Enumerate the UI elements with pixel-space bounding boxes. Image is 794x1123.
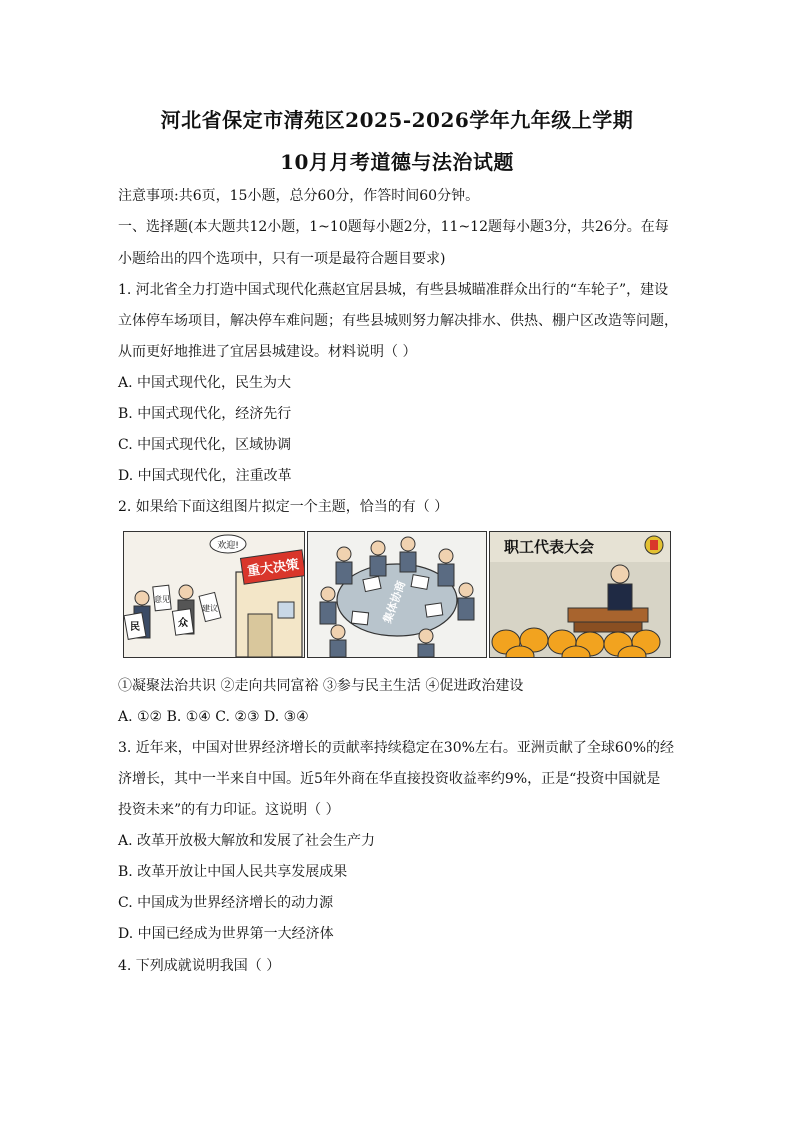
q2-figure-group xyxy=(123,531,671,658)
q2-statements: ①凝聚法治共识 ②走向共同富裕 ③参与民主生活 ④促进政治建设 xyxy=(118,678,524,694)
fig2-table-label: 集体协商 xyxy=(380,579,409,626)
q3-stem-line3: 投资未来”的有力印证。这说明（ ） xyxy=(118,802,340,818)
section1-instruction-line2: 小题给出的四个选项中，只有一项是最符合题目要求) xyxy=(118,251,446,267)
q1-option-b: B. 中国式现代化，经济先行 xyxy=(118,406,292,422)
section1-instruction-line1: 一、选择题(本大题共12小题，1~10题每小题2分，11~12题每小题3分，共26分。在每 xyxy=(118,219,669,235)
q3-option-c: C. 中国成为世界经济增长的动力源 xyxy=(118,895,334,911)
q3-option-a: A. 改革开放极大解放和发展了社会生产力 xyxy=(118,833,376,849)
q2-options: A. ①② B. ①④ C. ②③ D. ③④ xyxy=(118,709,309,725)
q2-stem: 2. 如果给下面这组图片拟定一个主题，恰当的有（ ） xyxy=(118,499,449,515)
q1-option-a: A. 中国式现代化，民生为大 xyxy=(118,375,292,391)
fig1-sign-text: 重大决策 xyxy=(246,557,301,580)
q1-option-c: C. 中国式现代化，区域协调 xyxy=(118,437,292,453)
q3-option-b: B. 改革开放让中国人民共享发展成果 xyxy=(118,864,348,880)
fig1-bubble-text: 欢迎! xyxy=(217,541,239,551)
fig3-banner: 职工代表大会 xyxy=(504,538,595,556)
q3-stem-line1: 3. 近年来，中国对世界经济增长的贡献率持续稳定在30%左右。亚洲贡献了全球60%的经 xyxy=(118,740,675,756)
q2-figure-1 xyxy=(123,531,305,658)
q2-figure-2 xyxy=(307,531,487,658)
q1-stem-line1: 1. 河北省全力打造中国式现代化燕赵宜居县城，有些县城瞄准群众出行的“车轮子”，建设 xyxy=(118,282,669,298)
q3-option-d: D. 中国已经成为世界第一大经济体 xyxy=(118,926,334,942)
q4-stem: 4. 下列成就说明我国（ ） xyxy=(118,958,281,974)
q1-option-d: D. 中国式现代化，注重改革 xyxy=(118,468,292,484)
exam-title-line1: 河北省保定市清苑区2025-2026学年九年级上学期 xyxy=(160,108,634,132)
fig1-paper1-text: 意见 xyxy=(154,595,170,604)
q1-stem-line2: 立体停车场项目，解决停车难问题；有些县城则努力解决排水、供热、棚户区改造等问题， xyxy=(118,313,678,329)
exam-title-line2: 10月月考道德与法治试题 xyxy=(280,150,514,174)
fig1-char1-text: 民 xyxy=(130,622,140,633)
fig1-char2-text: 众 xyxy=(178,618,188,629)
notice: 注意事项:共6页，15小题，总分60分，作答时间60分钟。 xyxy=(118,188,480,204)
q3-stem-line2: 济增长，其中一半来自中国。近5年外商在华直接投资收益率约9%，正是“投资中国就是 xyxy=(118,771,661,787)
q1-stem-line3: 从而更好地推进了宜居县城建设。材料说明（ ） xyxy=(118,344,417,360)
fig1-paper2-text: 建议 xyxy=(202,604,218,613)
q2-figure-3 xyxy=(489,531,671,658)
